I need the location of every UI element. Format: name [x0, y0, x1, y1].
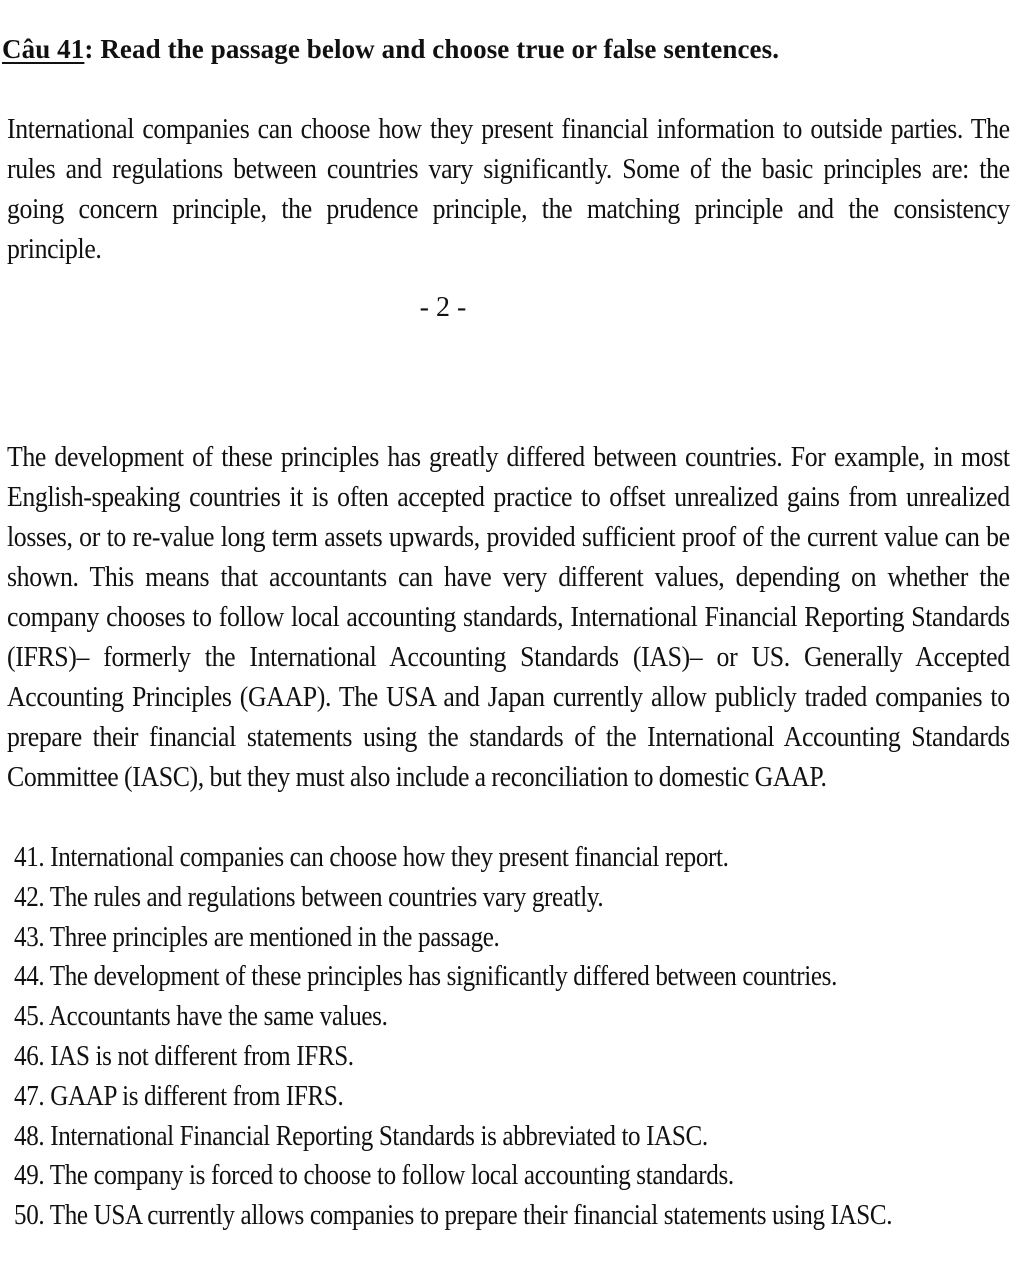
- statement-list: [14, 838, 892, 1236]
- statement-item: 44. The development of these principles has significantly differed between countries.: [14, 961, 838, 993]
- statement-item: 47. GAAP is different from IFRS.: [14, 1080, 344, 1112]
- statement-item: 41. International companies can choose how they present financial report.: [14, 842, 729, 873]
- statement-item: 43. Three principles are mentioned in the passage.: [14, 921, 500, 953]
- statement-item: 42. The rules and regulations between countries vary greatly.: [14, 881, 604, 913]
- passage-paragraph-2: The development of these principles has greatly differed between countries. For example, in most English-speaking countries it is often accepted practice to offset unrealized gains from unrealized losses, or to re-value long term assets upwards, provided sufficient proof of the current value can be shown. This means that accountants can have very different values, depending on whether the company chooses to follow local accounting standards, International Financial Reporting Standards (IFRS)– formerly the International Accounting Standards (IAS)– or US. Generally Accepted Accounting Principles (GAAP). The USA and Japan currently allow publicly traded companies to prepare their financial statements using the standards of the International Accounting Standards Committee (IASC), but they must also include a reconciliation to domestic GAAP.: [7, 442, 1010, 793]
- statement-item: 50. The USA currently allows companies to prepare their financial statements using IASC.: [14, 1200, 893, 1232]
- page-number: - 2 -: [419, 292, 467, 323]
- question-instruction: : Read the passage below and choose true or false sentences.: [84, 34, 780, 64]
- statement-item: 48. International Financial Reporting Standards is abbreviated to IASC.: [14, 1120, 708, 1152]
- statement-item: 46. IAS is not different from IFRS.: [14, 1040, 354, 1072]
- question-number-label: Câu 41: [2, 34, 85, 64]
- statement-item: 49. The company is forced to choose to follow local accounting standards.: [14, 1160, 734, 1192]
- question-heading: [2, 31, 779, 67]
- passage-paragraph-1: International companies can choose how they present financial information to outside parties. The rules and regulations between countries vary significantly. Some of the basic principles are: the going concern principle, the prudence principle, the matching principle and the consistency principle.: [7, 114, 1010, 265]
- statement-item: 45. Accountants have the same values.: [14, 1001, 388, 1033]
